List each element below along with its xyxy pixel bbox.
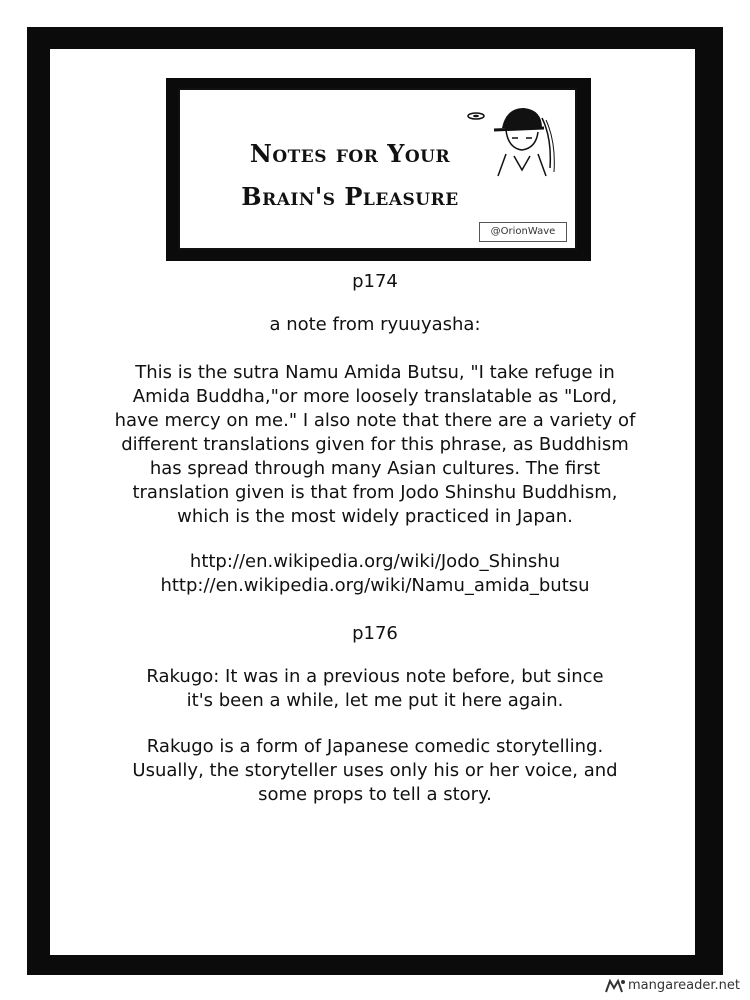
link-namu-amida-butsu: http://en.wikipedia.org/wiki/Namu_amida_butsu — [160, 575, 590, 596]
text-line: Usually, the storyteller uses only his or her voice, and — [132, 760, 618, 781]
notes-content — [100, 270, 650, 807]
artist-credit-badge: @OrionWave — [479, 222, 567, 242]
link-jodo-shinshu: http://en.wikipedia.org/wiki/Jodo_Shinshu — [189, 551, 561, 572]
title-inner-panel — [178, 88, 577, 250]
text-line: Amida Buddha,"or more loosely translatable as "Lord, — [132, 386, 618, 407]
text-line: translation given is that from Jodo Shinshu Buddhism, — [132, 482, 618, 503]
text-line: has spread through many Asian cultures. The first — [149, 458, 601, 479]
watermark — [604, 974, 740, 998]
page-number-176: p176 — [352, 623, 398, 644]
watermark-text: mangareader.net — [628, 978, 740, 993]
mangareader-logo-icon — [604, 978, 626, 994]
note-paragraph-rakugo-intro — [100, 665, 650, 713]
text-line: which is the most widely practiced in Japan. — [177, 506, 573, 527]
note-paragraph-sutra — [100, 361, 650, 529]
note-heading: a note from ryuuyasha: — [269, 314, 481, 335]
note-paragraph-rakugo-definition — [100, 735, 650, 807]
page-title — [230, 132, 470, 218]
text-line: Rakugo: It was in a previous note before, but since — [146, 666, 604, 687]
text-line: different translations given for this phrase, as Buddhism — [121, 434, 629, 455]
text-line: Rakugo is a form of Japanese comedic storytelling. — [146, 736, 604, 757]
title-line-1: Notes for Your — [249, 139, 451, 168]
reference-links — [100, 550, 650, 598]
cap-figure-icon — [462, 98, 558, 178]
text-line: have mercy on me." I also note that there are a variety of — [114, 410, 636, 431]
title-line-2: Brain's Pleasure — [241, 182, 459, 211]
text-line: This is the sutra Namu Amida Butsu, "I take refuge in — [135, 362, 615, 383]
page-number-174: p174 — [352, 271, 398, 292]
title-box — [166, 78, 591, 261]
text-line: it's been a while, let me put it here again. — [186, 690, 564, 711]
text-line: some props to tell a story. — [258, 784, 492, 805]
